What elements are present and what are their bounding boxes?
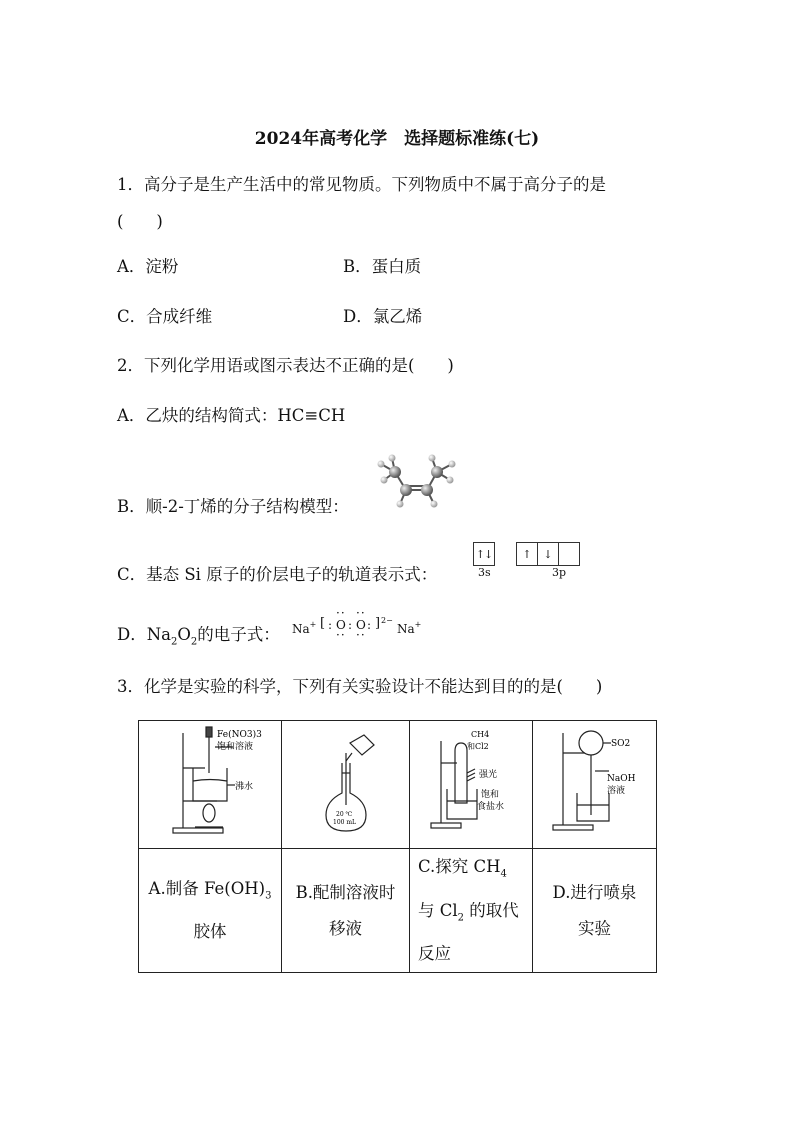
caption-c-line2a: 与 Cl [418, 900, 458, 920]
q1-option-d[interactable]: D．氯乙烯 [343, 307, 423, 326]
q2-option-a[interactable]: A．乙炔的结构简式：HC≡CH [117, 406, 346, 425]
page-title: 2024年高考化学 选择题标准练(七) [254, 129, 540, 149]
caption-a-line2: 胶体 [193, 922, 227, 942]
d-o-text: O [177, 625, 191, 644]
caption-d-line1: D.进行喷泉 [552, 882, 637, 902]
q1-stem: 1．高分子是生产生活中的常见物质。下列物质中不属于高分子的是 [117, 175, 606, 194]
experiment-table [138, 720, 657, 973]
fig-a-label-2: 饱和溶液 [217, 741, 254, 752]
fig-a-label-1: Fe(NO3)3 [217, 729, 262, 740]
na-left: Na [292, 622, 310, 636]
fig-c-label-2: 和Cl2 [467, 741, 489, 751]
caption-a-sub: 3 [265, 890, 272, 902]
caption-c-line1: C.探究 CH [418, 857, 501, 877]
fig-d-label-2: NaOH [606, 773, 635, 784]
q1-option-b[interactable]: B．蛋白质 [343, 257, 422, 276]
bracket-left: [ [320, 616, 326, 631]
q1-option-a[interactable]: A．淀粉 [117, 257, 179, 276]
d-sub-2b: 2 [190, 636, 198, 648]
q1-option-c[interactable]: C．合成纤维 [117, 307, 213, 326]
orbital-box-3s [473, 542, 495, 566]
orbital-3p-1-arrow: ↑ [517, 543, 538, 565]
figure-a-cell [139, 721, 282, 849]
figure-c-apparatus [411, 723, 531, 843]
caption-d-line2: 实验 [578, 918, 611, 938]
na2o2-electron-formula: Na+ [ : ·· O ·· : ·· O ·· : ] 2− Na+ [292, 606, 422, 642]
na-right-charge: + [414, 620, 422, 629]
fig-c-label-3: 强光 [479, 769, 498, 780]
caption-b[interactable] [282, 849, 410, 973]
orbital-label-3p: 3p [552, 566, 567, 579]
peroxide-charge: 2− [381, 616, 393, 625]
orbital-label-3s: 3s [478, 566, 491, 579]
fig-c-label-5: 食盐水 [477, 801, 505, 812]
q2-option-d[interactable] [117, 624, 280, 653]
fig-c-label-1: CH4 [471, 729, 490, 739]
caption-b-line2: 移液 [329, 918, 362, 938]
caption-c-sub2: 2 [457, 911, 465, 923]
figure-a-apparatus [145, 723, 275, 843]
q3-stem: 3．化学是实验的科学，下列有关实验设计不能达到目的的是( ) [117, 677, 603, 696]
q2-option-c[interactable]: C．基态 Si 原子的价层电子的轨道表示式： [117, 565, 438, 584]
figure-c-cell [410, 721, 533, 849]
caption-b-line1: B.配制溶液时 [295, 882, 396, 902]
oxygen-1: O [336, 618, 346, 632]
figure-b-apparatus [286, 723, 406, 843]
na-right: Na [397, 622, 415, 636]
d-suffix: 的电子式： [197, 625, 280, 644]
cis-2-butene-model [372, 452, 462, 512]
d-sub-2a: 2 [171, 636, 178, 648]
orbital-box-3p [516, 542, 580, 566]
oxygen-2: O [356, 618, 366, 632]
fig-d-label-1: SO2 [610, 738, 630, 749]
fig-d-label-3: 溶液 [606, 785, 625, 796]
na-left-charge: + [309, 620, 317, 629]
caption-c[interactable] [410, 849, 533, 973]
caption-c-line2b: 的取代 [464, 900, 519, 920]
caption-a[interactable] [139, 849, 282, 973]
orbital-3p-3-empty [559, 543, 579, 565]
figure-b-cell [282, 721, 410, 849]
figure-d-cell [533, 721, 657, 849]
q1-answer-paren: ( ) [117, 212, 163, 231]
caption-c-sub1: 4 [500, 868, 507, 880]
caption-d[interactable] [533, 849, 657, 973]
figure-d-apparatus [535, 723, 655, 843]
orbital-3s-arrows: ↑↓ [475, 547, 493, 561]
caption-c-line3: 反应 [418, 943, 451, 963]
fig-b-label-1: 20 ℃ [335, 810, 352, 818]
fig-b-label-2: 100 mL [332, 818, 356, 826]
orbital-3p-2-arrow: ↓ [538, 543, 559, 565]
q2-option-b[interactable]: B．顺-2-丁烯的分子结构模型： [117, 497, 349, 516]
fig-a-label-3: 沸水 [235, 781, 254, 792]
q2-stem: 2．下列化学用语或图示表达不正确的是( ) [117, 356, 454, 375]
d-na-text: D．Na [117, 625, 172, 644]
fig-c-label-4: 饱和 [481, 789, 500, 800]
caption-a-line1: A.制备 Fe(OH) [148, 878, 266, 898]
bracket-right: ] [375, 616, 381, 631]
